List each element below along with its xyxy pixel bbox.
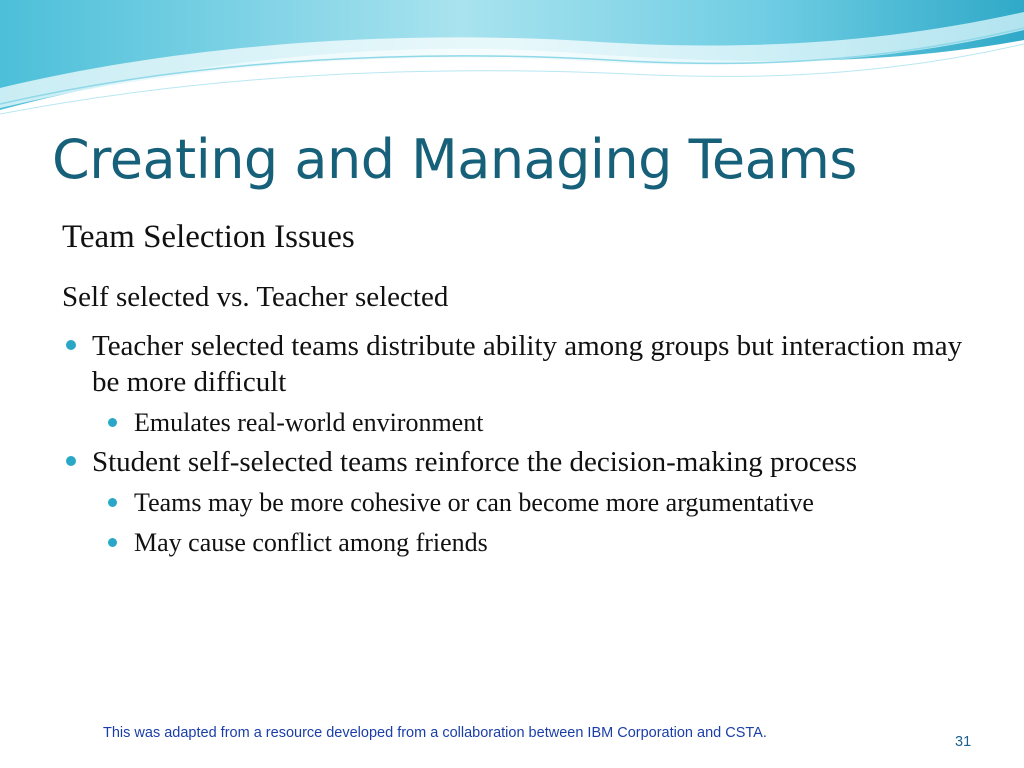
sub-bullet-item <box>62 486 972 520</box>
bullet-icon <box>66 340 76 350</box>
header-wave-decoration <box>0 0 1024 120</box>
slide-title: Creating and Managing Teams <box>52 128 857 191</box>
bullet-item <box>62 328 972 400</box>
slide-content <box>62 218 972 560</box>
bullet-icon <box>108 498 117 507</box>
section-subheading: Self selected vs. Teacher selected <box>62 280 449 313</box>
bullet-item <box>62 444 972 480</box>
bullet-icon <box>108 418 117 427</box>
bullet-text: Teacher selected teams distribute ability among groups but interaction may be more difficult <box>92 330 963 399</box>
sub-bullet-item <box>62 406 972 440</box>
sub-bullet-text: Teams may be more cohesive or can become more argumentative <box>134 488 814 518</box>
footer-attribution: This was adapted from a resource developed from a collaboration between IBM Corporation and CSTA. <box>103 725 767 741</box>
bullet-icon <box>108 538 117 547</box>
section-heading: Team Selection Issues <box>62 219 355 255</box>
sub-bullet-text: Emulates real-world environment <box>134 408 484 438</box>
sub-bullet-text: May cause conflict among friends <box>134 528 488 558</box>
sub-bullet-item <box>62 526 972 560</box>
bullet-text: Student self-selected teams reinforce the decision-making process <box>92 446 858 479</box>
bullet-list <box>62 328 972 560</box>
page-number: 31 <box>955 734 972 750</box>
bullet-icon <box>66 456 76 466</box>
